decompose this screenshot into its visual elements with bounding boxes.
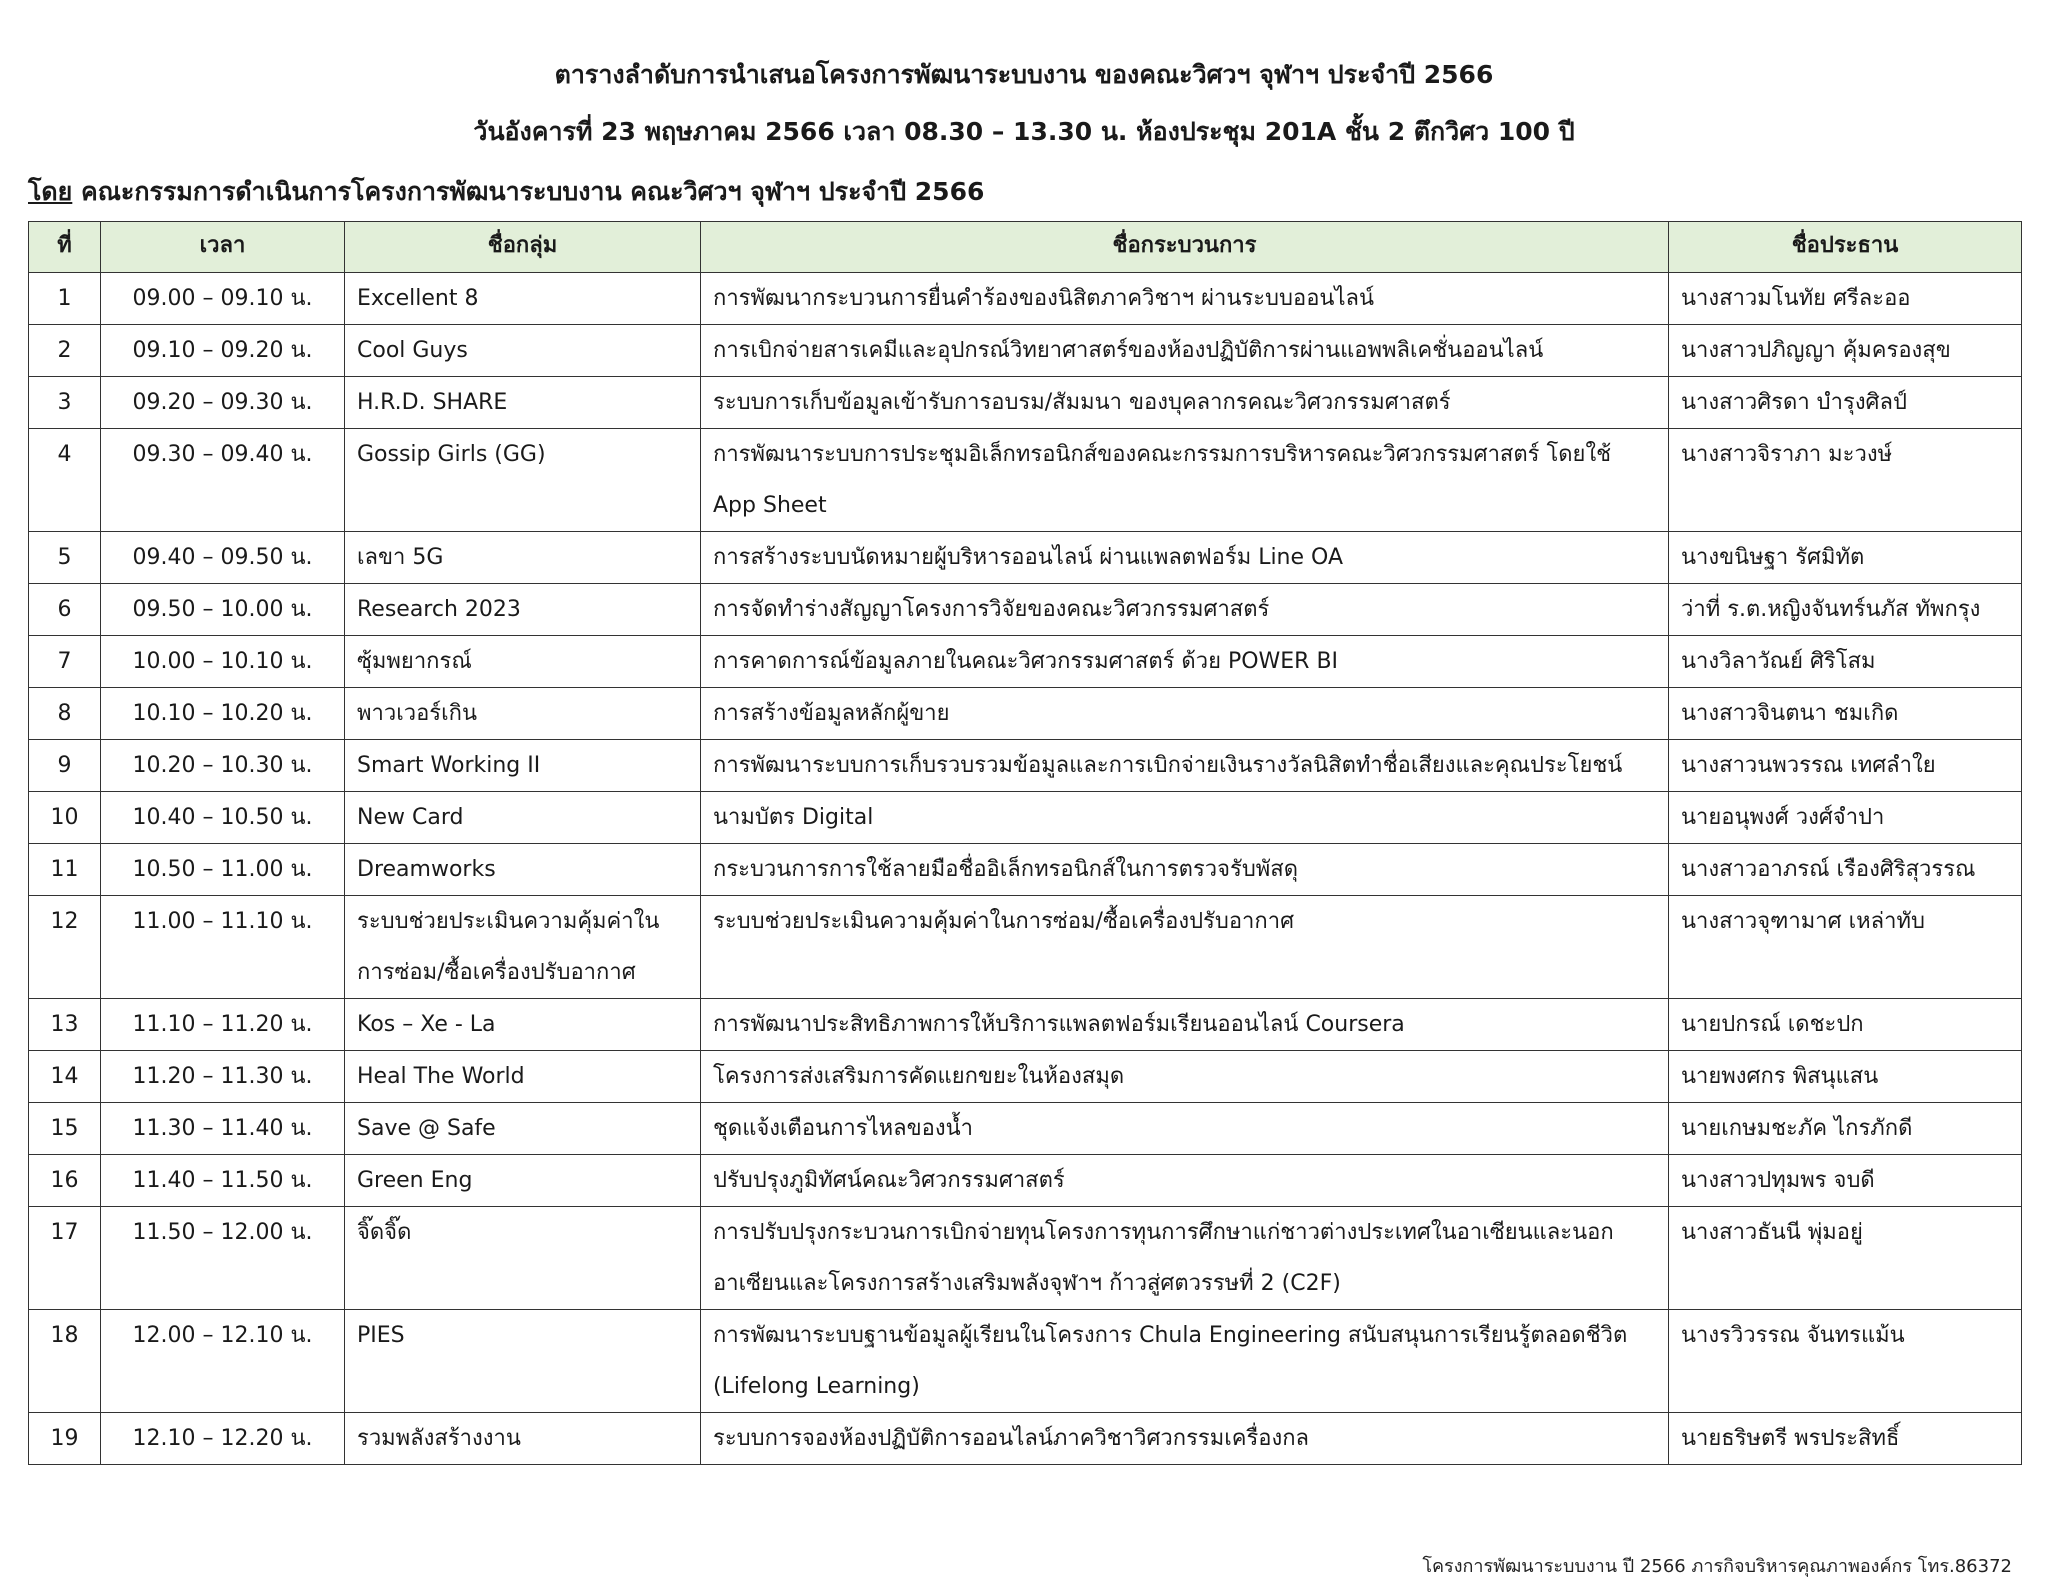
page-title: ตารางลำดับการนำเสนอโครงการพัฒนาระบบงาน ของคณะวิศวฯ จุฬาฯ ประจำปี 2566	[554, 60, 1494, 89]
table-row	[29, 429, 2022, 532]
organizer-line	[28, 172, 984, 212]
cell-no: 4	[29, 429, 101, 532]
cell-group: Save @ Safe	[345, 1103, 701, 1155]
cell-no: 11	[29, 844, 101, 896]
cell-group: เลขา 5G	[345, 532, 701, 584]
cell-time: 10.50 – 11.00 น.	[101, 844, 345, 896]
cell-no: 16	[29, 1155, 101, 1207]
cell-time: 11.30 – 11.40 น.	[101, 1103, 345, 1155]
cell-time: 12.10 – 12.20 น.	[101, 1413, 345, 1465]
cell-time: 10.20 – 10.30 น.	[101, 740, 345, 792]
cell-no: 5	[29, 532, 101, 584]
footer-note: โครงการพัฒนาระบบงาน ปี 2566 ภารกิจบริหารคุณภาพองค์กร โทร.86372	[1422, 1556, 2012, 1577]
cell-chair: นายอนุพงศ์ วงศ์จำปา	[1669, 792, 2022, 844]
cell-group: New Card	[345, 792, 701, 844]
cell-process: โครงการส่งเสริมการคัดแยกขยะในห้องสมุด	[701, 1051, 1669, 1103]
cell-process: การจัดทำร่างสัญญาโครงการวิจัยของคณะวิศวกรรมศาสตร์	[701, 584, 1669, 636]
col-header-process: ชื่อกระบวนการ	[701, 222, 1669, 273]
cell-chair: นางสาวศิรดา บำรุงศิลป์	[1669, 377, 2022, 429]
cell-no: 19	[29, 1413, 101, 1465]
cell-process: การสร้างข้อมูลหลักผู้ขาย	[701, 688, 1669, 740]
cell-process: การพัฒนาระบบการเก็บรวบรวมข้อมูลและการเบิกจ่ายเงินรางวัลนิสิตทำชื่อเสียงและคุณประโยชน์	[701, 740, 1669, 792]
cell-process: ระบบการเก็บข้อมูลเข้ารับการอบรม/สัมมนา ของบุคลากรคณะวิศวกรรมศาสตร์	[701, 377, 1669, 429]
page-subtitle: วันอังคารที่ 23 พฤษภาคม 2566 เวลา 08.30 – 13.30 น. ห้องประชุม 201A ชั้น 2 ตึกวิศว 100 ปี	[473, 117, 1575, 146]
table-row	[29, 1051, 2022, 1103]
cell-chair: นายธริษตรี พรประสิทธิ์	[1669, 1413, 2022, 1465]
table-row	[29, 1155, 2022, 1207]
table-row	[29, 636, 2022, 688]
cell-process: การปรับปรุงกระบวนการเบิกจ่ายทุนโครงการทุนการศึกษาแก่ชาวต่างประเทศในอาเซียนและนอกอาเซียนและโครงการสร้างเสริมพลังจุฬาฯ ก้าวสู่ศตวรรษที่ 2 (C2F)	[701, 1207, 1669, 1310]
cell-chair: ว่าที่ ร.ต.หญิงจันทร์นภัส ทัพกรุง	[1669, 584, 2022, 636]
cell-group: Heal The World	[345, 1051, 701, 1103]
cell-time: 11.20 – 11.30 น.	[101, 1051, 345, 1103]
cell-no: 14	[29, 1051, 101, 1103]
cell-group: Cool Guys	[345, 325, 701, 377]
table-row	[29, 999, 2022, 1051]
table-row	[29, 273, 2022, 325]
cell-time: 09.40 – 09.50 น.	[101, 532, 345, 584]
cell-chair: นายปกรณ์ เดชะปก	[1669, 999, 2022, 1051]
cell-chair: นางสาวจินตนา ชมเกิด	[1669, 688, 2022, 740]
cell-chair: นางรวิวรรณ จันทรแม้น	[1669, 1310, 2022, 1413]
cell-time: 09.30 – 09.40 น.	[101, 429, 345, 532]
cell-chair: นางวิลาวัณย์ ศิริโสม	[1669, 636, 2022, 688]
cell-group: Research 2023	[345, 584, 701, 636]
cell-time: 11.00 – 11.10 น.	[101, 896, 345, 999]
organizer-label: โดย	[28, 177, 73, 206]
cell-time: 11.10 – 11.20 น.	[101, 999, 345, 1051]
table-row	[29, 792, 2022, 844]
cell-group: Gossip Girls (GG)	[345, 429, 701, 532]
cell-chair: นางสาวจุฑามาศ เหล่าทับ	[1669, 896, 2022, 999]
cell-chair: นางสาวนพวรรณ เทศลำใย	[1669, 740, 2022, 792]
cell-group: Dreamworks	[345, 844, 701, 896]
cell-no: 15	[29, 1103, 101, 1155]
table-row	[29, 688, 2022, 740]
cell-group: PIES	[345, 1310, 701, 1413]
cell-no: 18	[29, 1310, 101, 1413]
cell-process: กระบวนการการใช้ลายมือชื่ออิเล็กทรอนิกส์ในการตรวจรับพัสดุ	[701, 844, 1669, 896]
cell-process: การพัฒนาระบบการประชุมอิเล็กทรอนิกส์ของคณะกรรมการบริหารคณะวิศวกรรมศาสตร์ โดยใช้ App Sheet	[701, 429, 1669, 532]
table-row	[29, 1207, 2022, 1310]
organizer-text: คณะกรรมการดำเนินการโครงการพัฒนาระบบงาน คณะวิศวฯ จุฬาฯ ประจำปี 2566	[72, 177, 985, 206]
col-header-time: เวลา	[101, 222, 345, 273]
cell-time: 10.10 – 10.20 น.	[101, 688, 345, 740]
cell-process: การสร้างระบบนัดหมายผู้บริหารออนไลน์ ผ่านแพลตฟอร์ม Line OA	[701, 532, 1669, 584]
col-header-group: ชื่อกลุ่ม	[345, 222, 701, 273]
cell-no: 6	[29, 584, 101, 636]
cell-group: ระบบช่วยประเมินความคุ้มค่าในการซ่อม/ซื้อเครื่องปรับอากาศ	[345, 896, 701, 999]
table-row	[29, 1103, 2022, 1155]
table-body	[29, 273, 2022, 1465]
cell-group: พาวเวอร์เกิน	[345, 688, 701, 740]
cell-group: H.R.D. SHARE	[345, 377, 701, 429]
schedule-table	[28, 221, 2022, 1465]
table-header-row	[29, 222, 2022, 273]
cell-chair: นางขนิษฐา รัศมิทัต	[1669, 532, 2022, 584]
cell-time: 12.00 – 12.10 น.	[101, 1310, 345, 1413]
cell-chair: นางสาวมโนทัย ศรีละออ	[1669, 273, 2022, 325]
col-header-no: ที่	[29, 222, 101, 273]
cell-time: 11.50 – 12.00 น.	[101, 1207, 345, 1310]
table-row	[29, 377, 2022, 429]
cell-no: 1	[29, 273, 101, 325]
cell-process: การคาดการณ์ข้อมูลภายในคณะวิศวกรรมศาสตร์ ด้วย POWER BI	[701, 636, 1669, 688]
cell-no: 17	[29, 1207, 101, 1310]
cell-time: 09.20 – 09.30 น.	[101, 377, 345, 429]
cell-group: รวมพลังสร้างงาน	[345, 1413, 701, 1465]
cell-chair: นายเกษมชะภัค ไกรภักดี	[1669, 1103, 2022, 1155]
cell-group: ซุ้มพยากรณ์	[345, 636, 701, 688]
table-row	[29, 532, 2022, 584]
cell-process: การพัฒนาระบบฐานข้อมูลผู้เรียนในโครงการ Chula Engineering สนับสนุนการเรียนรู้ตลอดชีวิต (Lifelong Learning)	[701, 1310, 1669, 1413]
cell-chair: นางสาวปภิญญา คุ้มครองสุข	[1669, 325, 2022, 377]
cell-chair: นางสาวธันนี พุ่มอยู่	[1669, 1207, 2022, 1310]
cell-no: 3	[29, 377, 101, 429]
cell-time: 09.10 – 09.20 น.	[101, 325, 345, 377]
cell-process: ปรับปรุงภูมิทัศน์คณะวิศวกรรมศาสตร์	[701, 1155, 1669, 1207]
cell-time: 11.40 – 11.50 น.	[101, 1155, 345, 1207]
cell-group: จิ๊ดจิ๊ด	[345, 1207, 701, 1310]
cell-process: การพัฒนาประสิทธิภาพการให้บริการแพลตฟอร์มเรียนออนไลน์ Coursera	[701, 999, 1669, 1051]
cell-time: 09.50 – 10.00 น.	[101, 584, 345, 636]
table-row	[29, 1310, 2022, 1413]
cell-chair: นางสาวอาภรณ์ เรืองศิริสุวรรณ	[1669, 844, 2022, 896]
cell-group: Green Eng	[345, 1155, 701, 1207]
cell-no: 13	[29, 999, 101, 1051]
cell-no: 2	[29, 325, 101, 377]
cell-no: 9	[29, 740, 101, 792]
cell-process: ระบบช่วยประเมินความคุ้มค่าในการซ่อม/ซื้อเครื่องปรับอากาศ	[701, 896, 1669, 999]
cell-time: 10.40 – 10.50 น.	[101, 792, 345, 844]
cell-group: Kos – Xe - La	[345, 999, 701, 1051]
table-row	[29, 584, 2022, 636]
cell-no: 12	[29, 896, 101, 999]
cell-no: 8	[29, 688, 101, 740]
cell-time: 09.00 – 09.10 น.	[101, 273, 345, 325]
table-row	[29, 1413, 2022, 1465]
cell-process: ระบบการจองห้องปฏิบัติการออนไลน์ภาควิชาวิศวกรรมเครื่องกล	[701, 1413, 1669, 1465]
cell-chair: นางสาวปทุมพร จบดี	[1669, 1155, 2022, 1207]
cell-no: 7	[29, 636, 101, 688]
col-header-chair: ชื่อประธาน	[1669, 222, 2022, 273]
table-row	[29, 896, 2022, 999]
cell-time: 10.00 – 10.10 น.	[101, 636, 345, 688]
table-row	[29, 740, 2022, 792]
cell-process: ชุดแจ้งเตือนการไหลของน้ำ	[701, 1103, 1669, 1155]
cell-no: 10	[29, 792, 101, 844]
cell-chair: นายพงศกร พิสนุแสน	[1669, 1051, 2022, 1103]
cell-group: Smart Working II	[345, 740, 701, 792]
table-row	[29, 844, 2022, 896]
cell-group: Excellent 8	[345, 273, 701, 325]
cell-process: การเบิกจ่ายสารเคมีและอุปกรณ์วิทยาศาสตร์ของห้องปฏิบัติการผ่านแอพพลิเคชั่นออนไลน์	[701, 325, 1669, 377]
table-row	[29, 325, 2022, 377]
cell-process: นามบัตร Digital	[701, 792, 1669, 844]
cell-chair: นางสาวจิราภา มะวงษ์	[1669, 429, 2022, 532]
cell-process: การพัฒนากระบวนการยื่นคำร้องของนิสิตภาควิชาฯ ผ่านระบบออนไลน์	[701, 273, 1669, 325]
